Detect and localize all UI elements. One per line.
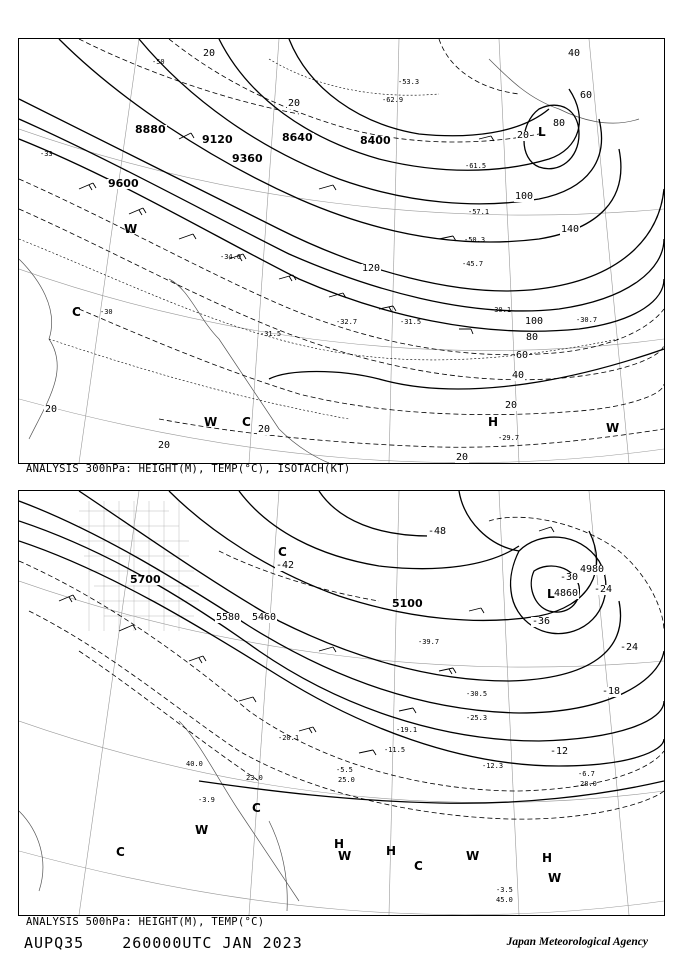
warm-symbol: W	[466, 849, 480, 863]
isotach-label: 100	[515, 191, 534, 202]
station-temp: -12.3	[482, 762, 504, 770]
station-temp: -30.1	[490, 306, 512, 314]
isotherm-label: -30	[560, 572, 579, 583]
isotherm-label: -24	[620, 642, 639, 653]
cold-symbol: C	[252, 801, 261, 815]
height-label: 5700	[130, 573, 161, 586]
station-temp: -32.7	[336, 318, 358, 326]
terrain-hatching	[79, 501, 199, 631]
height-label: 5460	[252, 612, 277, 623]
isotach-label: 140	[561, 224, 580, 235]
warm-symbol: W	[606, 421, 620, 435]
map-300hpa	[18, 38, 665, 464]
height-contours	[19, 39, 664, 389]
station-temp: -34.0	[220, 253, 242, 261]
station-temp: -30.5	[466, 690, 488, 698]
height-label: 8640	[282, 131, 313, 144]
low-symbol: L	[547, 587, 555, 601]
station-temp: -3.5	[496, 886, 513, 894]
station-temp: 28.0	[580, 780, 597, 788]
station-temp: -25.3	[466, 714, 488, 722]
isotach-label: 20	[203, 48, 216, 59]
isotachs	[19, 39, 664, 447]
warm-symbol: W	[338, 849, 352, 863]
warm-symbol: W	[124, 222, 138, 236]
station-temp: -5.5	[336, 766, 353, 774]
station-temp: -33	[40, 150, 53, 158]
map-500hpa	[18, 490, 665, 916]
cold-symbol: C	[116, 845, 125, 859]
station-temp: 25.0	[338, 776, 355, 784]
station-temp: -45.7	[462, 260, 484, 268]
isotach-label: 60	[516, 350, 529, 361]
station-temp: -20.1	[278, 734, 300, 742]
station-temp: -30.7	[576, 316, 598, 324]
isotach-label: 60	[580, 90, 593, 101]
coastline	[19, 721, 299, 911]
warm-symbol: W	[195, 823, 209, 837]
cold-symbol: C	[242, 415, 251, 429]
chart-time: 260000UTC JAN 2023	[122, 934, 303, 952]
coastline	[19, 59, 639, 463]
isotach-label: 80	[553, 118, 566, 129]
station-temp: -57.1	[468, 208, 490, 216]
station-temp: -11.5	[384, 746, 406, 754]
station-temp: -62.9	[382, 96, 404, 104]
station-temp: 40.0	[186, 760, 203, 768]
station-temp: -3.9	[198, 796, 215, 804]
station-temp: -39.7	[418, 638, 440, 646]
isotach-label: 20	[288, 98, 301, 109]
station-temp: 23.0	[246, 774, 263, 782]
isotherm-label: -42	[276, 560, 295, 571]
warm-symbol: W	[548, 871, 562, 885]
station-temp: -50.3	[464, 236, 486, 244]
isotherm-label: -36	[532, 616, 551, 627]
chart-header	[24, 934, 341, 952]
station-temp: -31.5	[260, 330, 282, 338]
low-symbol: L	[538, 125, 546, 139]
chart-id-code: AUPQ35	[24, 934, 85, 952]
cold-symbol: C	[414, 859, 423, 873]
isotherm-label: -24	[594, 584, 613, 595]
isotherm-label: -48	[428, 526, 447, 537]
station-temp: -50	[152, 58, 165, 66]
caption-300hpa: ANALYSIS 300hPa: HEIGHT(M), TEMP(°C), ISOTACH(KT)	[26, 463, 351, 475]
high-symbol: H	[542, 851, 553, 865]
warm-symbol: W	[204, 415, 218, 429]
height-label: 9120	[202, 133, 233, 146]
isotherm-label: -12	[550, 746, 569, 757]
station-temp: -19.1	[396, 726, 418, 734]
height-label: 5580	[216, 612, 241, 623]
station-temp: -53.3	[398, 78, 420, 86]
isotach-label: 20	[517, 130, 530, 141]
isotach-label: 80	[526, 332, 539, 343]
height-label: 8400	[360, 134, 391, 147]
wind-barbs	[79, 133, 494, 334]
isotach-label: 20	[158, 440, 171, 451]
station-temp: -29.7	[498, 434, 520, 442]
isotach-label: 40	[568, 48, 581, 59]
height-label: 4980	[580, 564, 605, 575]
station-temp: -6.7	[578, 770, 595, 778]
height-label: 8880	[135, 123, 166, 136]
isotach-label: 100	[525, 316, 544, 327]
isotach-label: 120	[362, 263, 381, 274]
isotach-label: 20	[258, 424, 271, 435]
station-temp: -30	[100, 308, 113, 316]
station-temp: 45.0	[496, 896, 513, 904]
isotherms	[19, 59, 619, 419]
station-temp: -61.5	[465, 162, 487, 170]
isotach-label: 40	[512, 370, 525, 381]
isotach-label: 20	[45, 404, 58, 415]
isotherm-label: -18	[602, 686, 621, 697]
station-temp: -31.5	[400, 318, 422, 326]
height-label: 4860	[554, 588, 579, 599]
height-label: 9600	[108, 177, 139, 190]
map-300hpa-graphics	[19, 39, 664, 463]
cold-symbol: C	[72, 305, 81, 319]
high-symbol: H	[488, 415, 499, 429]
agency-name: Japan Meteorological Agency	[506, 936, 648, 948]
cold-symbol: C	[278, 545, 287, 559]
height-label: 5100	[392, 597, 423, 610]
isotach-label: 20	[505, 400, 518, 411]
caption-500hpa: ANALYSIS 500hPa: HEIGHT(M), TEMP(°C)	[26, 916, 265, 928]
height-label: 9360	[232, 152, 263, 165]
high-symbol: H	[334, 837, 345, 851]
isotach-label: 20	[456, 452, 469, 463]
high-symbol: H	[386, 844, 397, 858]
